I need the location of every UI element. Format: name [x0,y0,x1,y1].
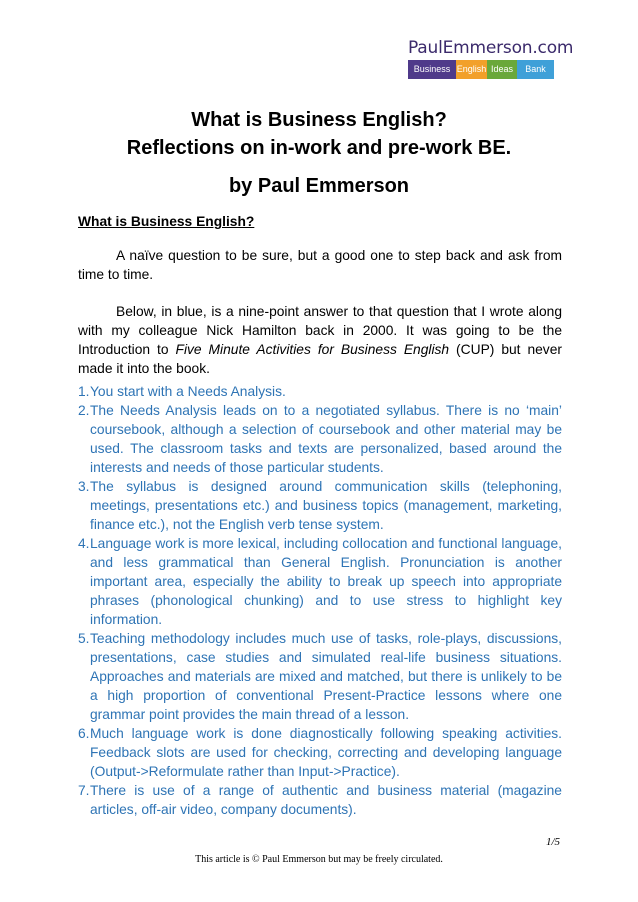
book-title: Five Minute Activities for Business English [175,342,450,357]
logo-segment-ideas: Ideas [487,60,517,79]
context-text-after: (CUP) but never made it into the book. [78,342,562,376]
list-item [78,401,562,477]
list-item [78,724,562,781]
list-item-text: The syllabus is designed around communication skills (telephoning, meetings, presentations etc.) and business topics (management, marketing, finance etc.), not the English verb tense system. [90,479,562,532]
list-item-number: 1. [78,384,90,399]
document-subtitle: Reflections on in-work and pre-work BE. [126,137,512,159]
list-item [78,629,562,724]
context-paragraph [78,302,562,378]
list-item-number: 6. [78,726,90,741]
list-item-number: 3. [78,479,90,494]
logo-segment-bar [408,60,554,79]
list-item [78,382,562,401]
logo-site-name: PaulEmmerson.com [408,38,574,58]
list-item-number: 5. [78,631,90,646]
list-item-number: 7. [78,783,90,798]
list-item-text: Language work is more lexical, including collocation and functional language, and less grammatical than General English. Pronunciation is another important area, especially the ability to break up speech into appropriate phrases (phonological chunking) and to use stress to highlight key information. [90,536,562,627]
list-item-text: Much language work is done diagnostically following speaking activities. Feedback slots are used for checking, correcting and developing language (Output->Reformulate rather than Input->Practice). [90,726,562,779]
document-title: What is Business English? [191,109,447,131]
document-byline: by Paul Emmerson [228,175,410,197]
list-item-text: There is use of a range of authentic and business material (magazine articles, off-air video, company documents). [90,783,562,817]
copyright-footer: This article is © Paul Emmerson but may be freely circulated. [195,854,443,865]
list-item [78,477,562,534]
list-item-text: The Needs Analysis leads on to a negotiated syllabus. There is no ‘main’ coursebook, although a selection of coursebook and other material may be used. The classroom tasks and texts are personalized, based around the interests and needs of those particular students. [90,403,562,475]
logo-segment-bank: Bank [517,60,554,79]
page-number: 1/5 [545,836,560,848]
site-logo [408,38,574,79]
list-item-text: Teaching methodology includes much use of tasks, role-plays, discussions, presentations, case studies and simulated real-life business situations. Approaches and materials are mixed and matched, but there is unlikely to be a high proportion of conventional Present-Practice lessons where one grammar point provides the main thread of a lesson. [90,631,562,722]
list-item [78,781,562,819]
context-text-before: Below, in blue, is a nine-point answer to that question that I wrote along with my colleague Nick Hamilton back in 2000. It was going to be the Introduction to [78,304,562,357]
list-item-text: You start with a Needs Analysis. [90,384,286,399]
logo-segment-english: English [456,60,487,79]
list-item [78,534,562,629]
list-item-number: 2. [78,403,90,418]
list-item-number: 4. [78,536,90,551]
nine-point-list [78,382,562,819]
intro-paragraph: A naïve question to be sure, but a good one to step back and ask from time to time. [78,248,562,282]
logo-segment-business: Business [408,60,456,79]
section-heading: What is Business English? [78,214,255,229]
